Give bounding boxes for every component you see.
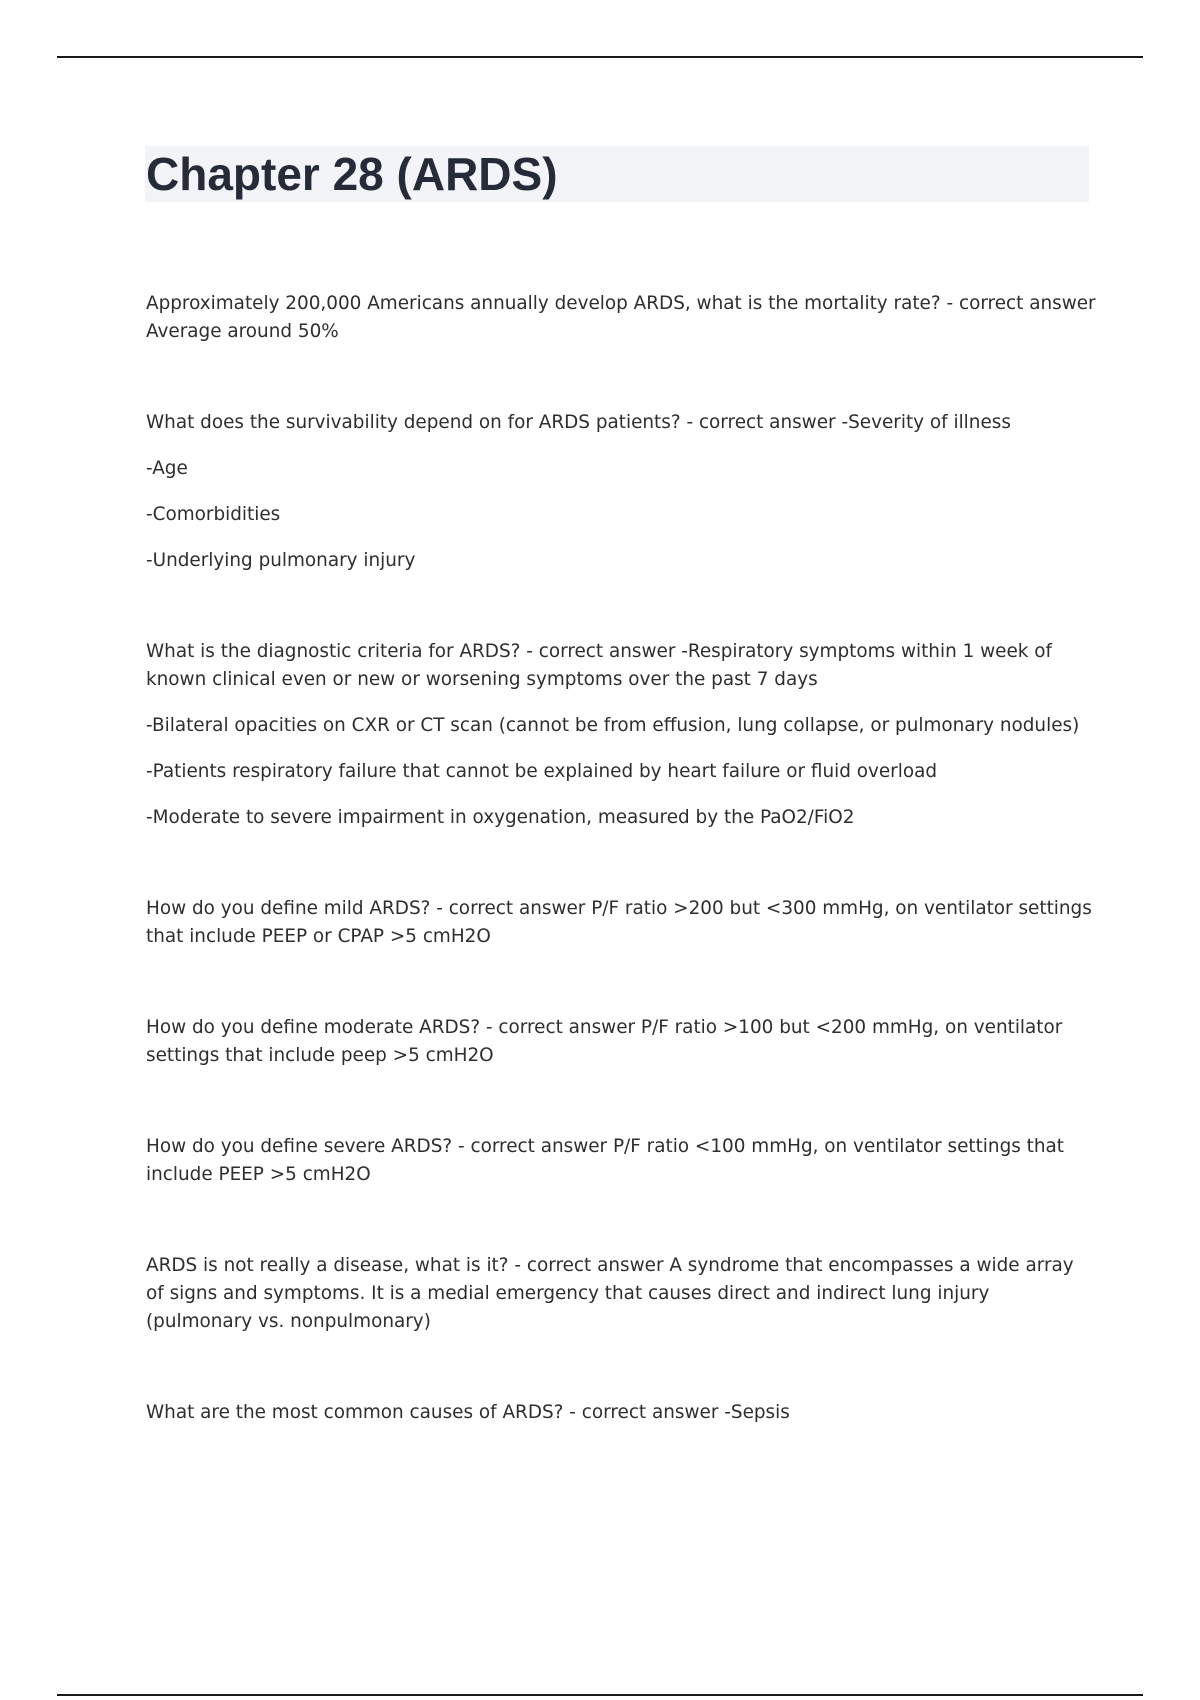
question-answer: What is the diagnostic criteria for ARDS? - correct answer -Respiratory symptoms within 1 week of known clinical even or new or worsening symptoms over the past 7 days [146,641,1053,690]
answer-point: -Underlying pulmonary injury [146,550,416,571]
document-body [146,290,1096,1427]
question-answer: What does the survivability depend on for ARDS patients? - correct answer -Severity of illness [146,412,1011,433]
qa-item [146,1252,1096,1336]
page-title: Chapter 28 (ARDS) [146,148,558,200]
qa-item [146,895,1096,951]
qa-item [146,1014,1096,1070]
bottom-rule [57,1694,1143,1696]
answer-point: -Comorbidities [146,504,281,525]
answer-point: -Bilateral opacities on CXR or CT scan (cannot be from effusion, lung collapse, or pulmonary nodules) [146,715,1080,736]
question-answer: How do you define moderate ARDS? - correct answer P/F ratio >100 but <200 mmHg, on ventilator settings that include peep >5 cmH2O [146,1017,1063,1066]
question-answer: How do you define severe ARDS? - correct answer P/F ratio <100 mmHg, on ventilator settings that include PEEP >5 cmH2O [146,1136,1065,1185]
top-rule [57,56,1143,58]
qa-item [146,290,1096,346]
qa-item [146,638,1096,832]
question-answer: What are the most common causes of ARDS? - correct answer -Sepsis [146,1402,790,1423]
qa-item [146,1399,1096,1427]
qa-item [146,409,1096,575]
question-answer: ARDS is not really a disease, what is it? - correct answer A syndrome that encompasses a wide array of signs and symptoms. It is a medial emergency that causes direct and indirect lung injury (pulmonary vs. nonpulmonary) [146,1255,1074,1332]
qa-item [146,1133,1096,1189]
question-answer: How do you define mild ARDS? - correct answer P/F ratio >200 but <300 mmHg, on ventilator settings that include PEEP or CPAP >5 cmH2O [146,898,1092,947]
answer-point: -Patients respiratory failure that cannot be explained by heart failure or fluid overload [146,761,938,782]
answer-point: -Moderate to severe impairment in oxygenation, measured by the PaO2/FiO2 [146,807,855,828]
answer-point: -Age [146,458,188,479]
question-answer: Approximately 200,000 Americans annually develop ARDS, what is the mortality rate? - correct answer Average around 50% [146,293,1096,342]
